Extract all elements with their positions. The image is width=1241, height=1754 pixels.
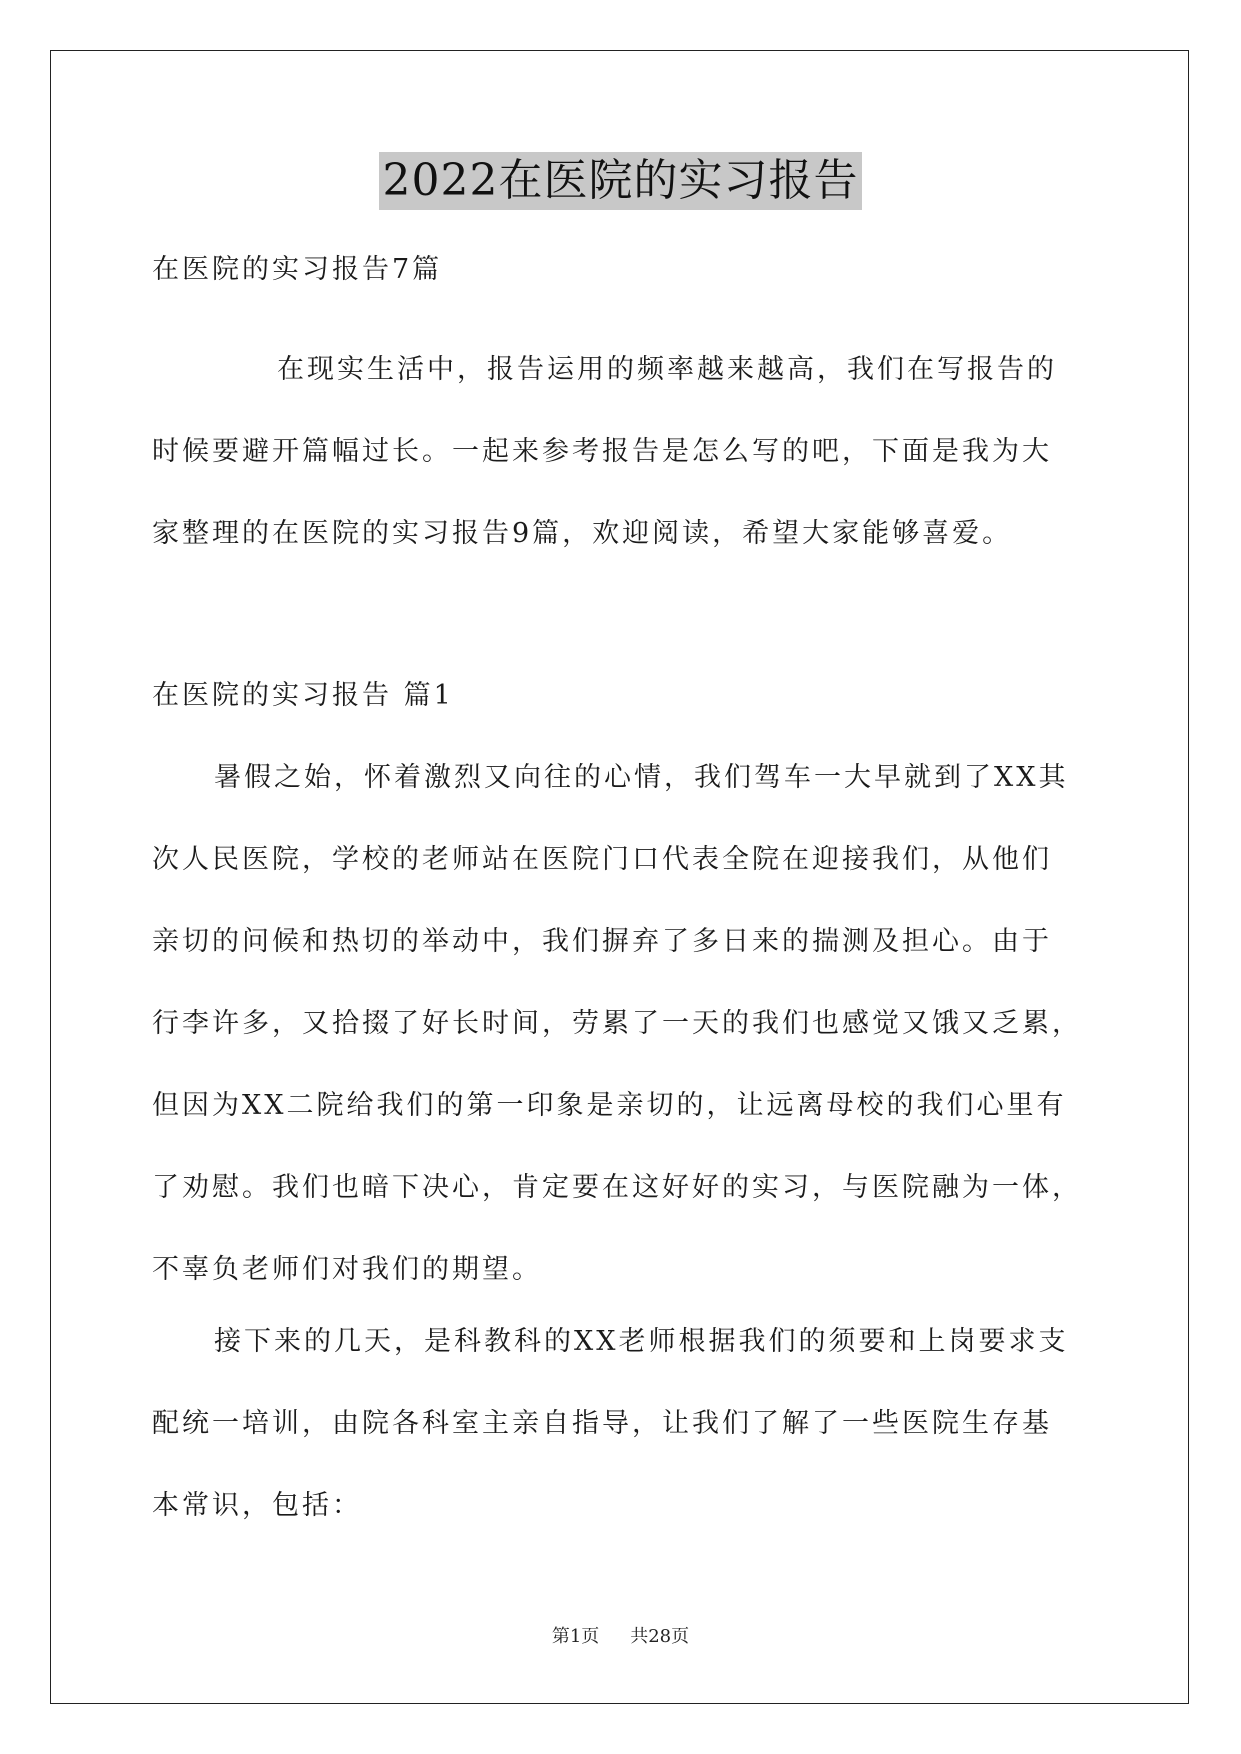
- paragraph-line: 暑假之始，怀着激烈又向往的心情，我们驾车一大早就到了XX其: [214, 762, 1069, 793]
- paragraph-line: 次人民医院，学校的老师站在医院门口代表全院在迎接我们，从他们: [152, 844, 1052, 875]
- document-title: 2022在医院的实习报告: [379, 152, 863, 210]
- intro-paragraph: [152, 329, 1092, 575]
- paragraph-line: 不辜负老师们对我们的期望。: [152, 1254, 542, 1285]
- document-subtitle: [152, 229, 1092, 311]
- page-total: 共28页: [630, 1626, 690, 1647]
- paragraph-line: 本常识，包括：: [152, 1490, 362, 1521]
- section-heading: [152, 655, 1092, 737]
- paragraph-line: 接下来的几天，是科教科的XX老师根据我们的须要和上岗要求支: [214, 1326, 1069, 1357]
- paragraph-line: 但因为XX二院给我们的第一印象是亲切的，让远离母校的我们心里有: [152, 1090, 1067, 1121]
- paragraph-line: 亲切的问候和热切的举动中，我们摒弃了多日来的揣测及担心。由于: [152, 926, 1052, 957]
- body-paragraph-1: [152, 737, 1092, 1311]
- intro-line: 家整理的在医院的实习报告9篇，欢迎阅读，希望大家能够喜爱。: [152, 518, 1013, 549]
- section-heading-text: 在医院的实习报告 篇1: [152, 680, 454, 711]
- subtitle-line: 在医院的实习报告7篇: [152, 254, 443, 285]
- page-footer: [0, 1622, 1241, 1648]
- paragraph-line: 了劝慰。我们也暗下决心，肯定要在这好好的实习，与医院融为一体，: [152, 1172, 1082, 1203]
- page-number: 第1页: [551, 1626, 600, 1647]
- intro-line: 时候要避开篇幅过长。一起来参考报告是怎么写的吧，下面是我为大: [152, 436, 1052, 467]
- intro-line: 在现实生活中，报告运用的频率越来越高，我们在写报告的: [277, 354, 1057, 385]
- paragraph-line: 配统一培训，由院各科室主亲自指导，让我们了解了一些医院生存基: [152, 1408, 1052, 1439]
- paragraph-line: 行李许多，又拾掇了好长时间，劳累了一天的我们也感觉又饿又乏累，: [152, 1008, 1082, 1039]
- body-paragraph-2: [152, 1301, 1092, 1547]
- title-container: [0, 152, 1241, 210]
